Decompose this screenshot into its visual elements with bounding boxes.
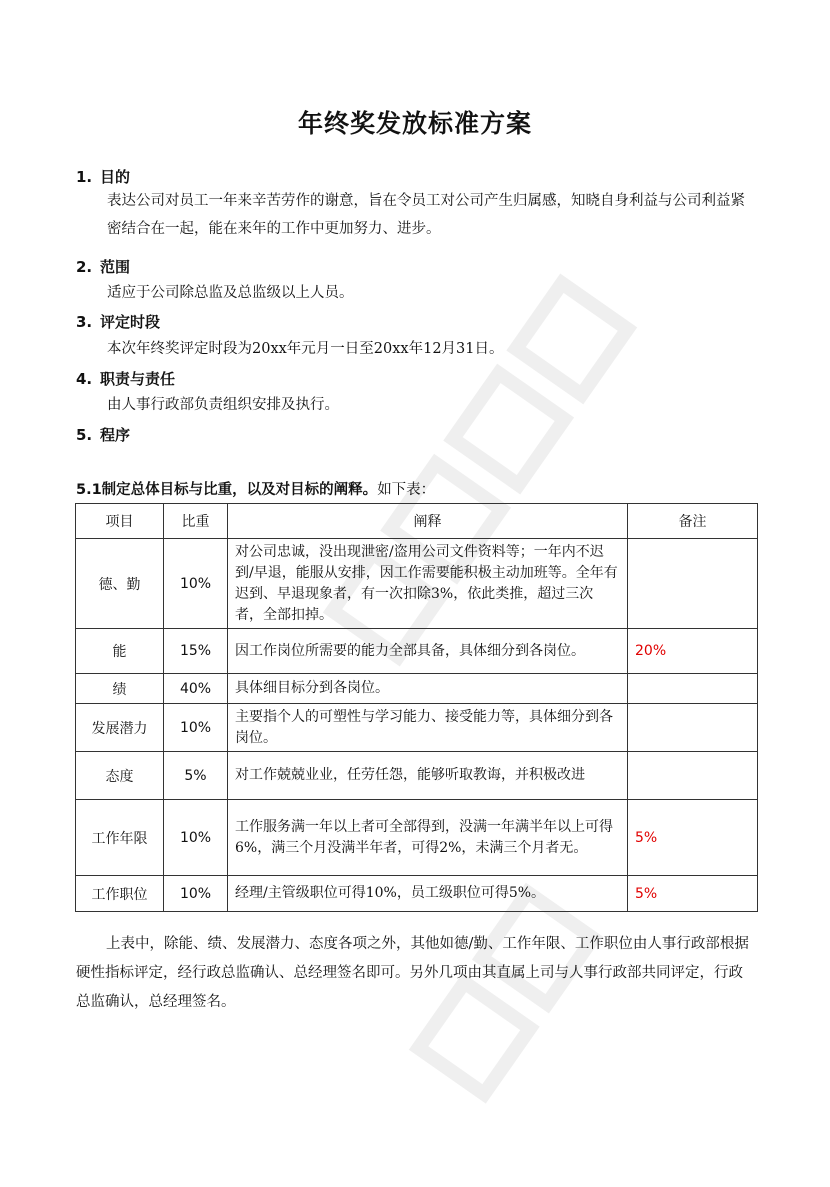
cell-weight: 10%: [164, 876, 228, 912]
subsection-5-1-title: 5.1制定总体目标与比重，以及对目标的阐释。: [76, 482, 378, 498]
table-header-row: [76, 504, 758, 539]
section-1-heading: [76, 166, 130, 187]
cell-note: 20%: [628, 629, 758, 674]
section-5-number: 5.: [76, 426, 93, 444]
header-weight: 比重: [164, 504, 228, 539]
section-3-title: 评定时段: [100, 313, 161, 331]
header-item: 项目: [76, 504, 164, 539]
bonus-standard-table: [75, 503, 758, 912]
section-2-title: 范围: [100, 258, 131, 276]
cell-weight: 5%: [164, 752, 228, 800]
header-note: 备注: [628, 504, 758, 539]
section-2-heading: [76, 256, 130, 277]
cell-note: [628, 674, 758, 704]
subsection-5-1: [76, 478, 435, 499]
section-1-text: 表达公司对员工一年来辛苦劳作的谢意，旨在令员工对公司产生归属感，知晓自身利益与公司利益紧密结合在一起，能在来年的工作中更加努力、进步。: [107, 193, 745, 237]
cell-description: 具体细目标分到各岗位。: [228, 674, 628, 704]
section-3-text: 本次年终奖评定时段为20xx年元月一日至20xx年12月31日。: [107, 341, 504, 357]
subsection-5-1-rest: 如下表：: [377, 482, 436, 498]
table-row: [76, 752, 758, 800]
closing-paragraph: 上表中，除能、绩、发展潜力、态度各项之外，其他如德/勤、工作年限、工作职位由人事行政部根据硬性指标评定，经行政总监确认、总经理签名即可。另外几项由其直属上司与人事行政部共同评定，行政总监确认，总经理签名。: [76, 936, 749, 1010]
document-title: 年终奖发放标准方案: [297, 109, 532, 138]
table-row: [76, 539, 758, 629]
cell-item: 绩: [76, 674, 164, 704]
cell-weight: 10%: [164, 800, 228, 876]
cell-description: 主要指个人的可塑性与学习能力、接受能力等，具体细分到各岗位。: [228, 704, 628, 752]
table-row: [76, 674, 758, 704]
cell-description: 工作服务满一年以上者可全部得到，没满一年满半年以上可得6%，满三个月没满半年者，可得2%，未满三个月者无。: [228, 800, 628, 876]
section-1-number: 1.: [76, 168, 93, 186]
section-2-text: 适应于公司除总监及总监级以上人员。: [107, 285, 354, 301]
cell-item: 发展潜力: [76, 704, 164, 752]
cell-note: [628, 752, 758, 800]
table-row: [76, 629, 758, 674]
cell-weight: 10%: [164, 539, 228, 629]
section-4-number: 4.: [76, 370, 93, 388]
watermark-graphic-2: [345, 873, 615, 1187]
cell-item: 工作年限: [76, 800, 164, 876]
cell-description: 经理/主管级职位可得10%，员工级职位可得5%。: [228, 876, 628, 912]
cell-weight: 40%: [164, 674, 228, 704]
cell-item: 能: [76, 629, 164, 674]
section-3-number: 3.: [76, 313, 93, 331]
section-5-heading: [76, 424, 130, 445]
cell-description: 对公司忠诚，没出现泄密/盗用公司文件资料等；一年内不迟到/早退，能服从安排，因工作需要能积极主动加班等。全年有迟到、早退现象者，有一次扣除3%，依此类推，超过三次者，全部扣掉。: [228, 539, 628, 629]
table-row: [76, 704, 758, 752]
section-2-number: 2.: [76, 258, 93, 276]
cell-item: 态度: [76, 752, 164, 800]
cell-note: [628, 539, 758, 629]
cell-item: 工作职位: [76, 876, 164, 912]
cell-description: 对工作兢兢业业，任劳任怨，能够听取教诲，并积极改进: [228, 752, 628, 800]
table-row: [76, 876, 758, 912]
cell-note: 5%: [628, 876, 758, 912]
section-4-title: 职责与责任: [100, 370, 176, 388]
cell-item: 德、勤: [76, 539, 164, 629]
cell-note: 5%: [628, 800, 758, 876]
section-5-title: 程序: [100, 426, 131, 444]
table-row: [76, 800, 758, 876]
section-1-title: 目的: [100, 168, 131, 186]
cell-note: [628, 704, 758, 752]
section-3-heading: [76, 311, 160, 332]
section-4-text: 由人事行政部负责组织安排及执行。: [107, 397, 339, 413]
header-description: 阐释: [228, 504, 628, 539]
cell-weight: 15%: [164, 629, 228, 674]
section-4-heading: [76, 368, 175, 389]
cell-weight: 10%: [164, 704, 228, 752]
cell-description: 因工作岗位所需要的能力全部具备，具体细分到各岗位。: [228, 629, 628, 674]
